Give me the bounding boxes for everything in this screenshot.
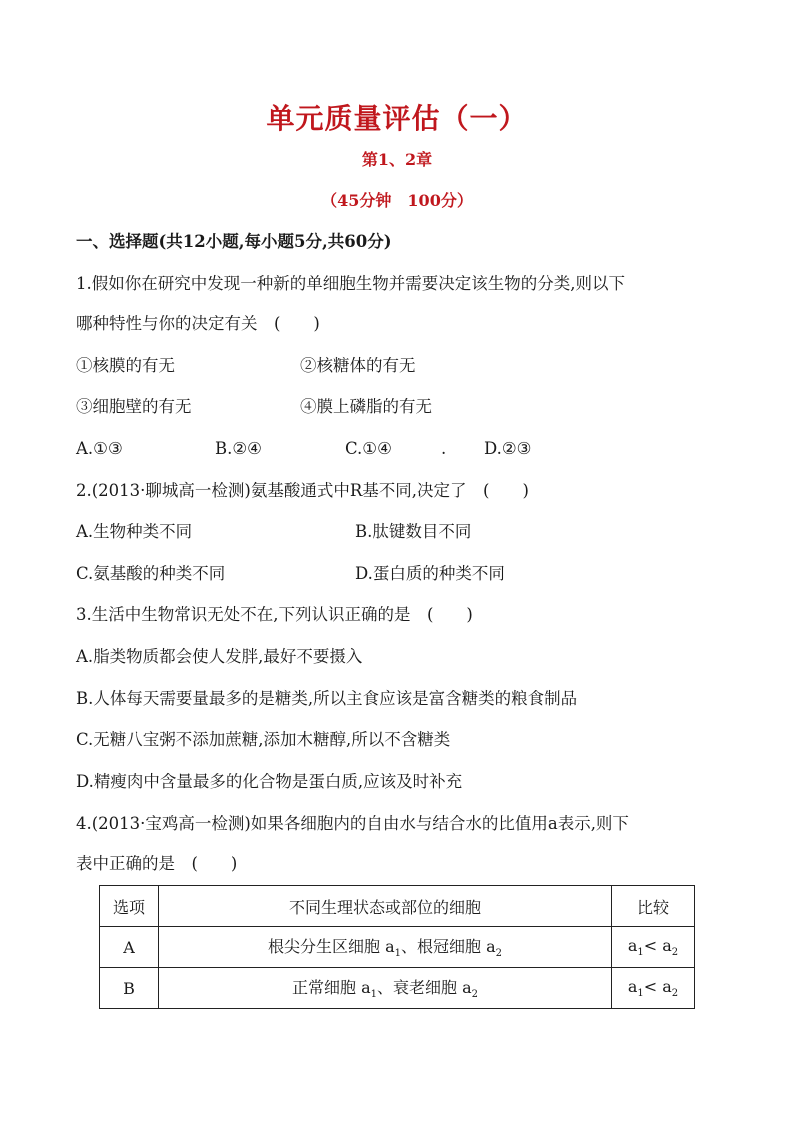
table-row <box>100 927 695 968</box>
table-cell-description: 正常细胞 $a_1$、衰老细胞 $a_2$ <box>159 968 612 1009</box>
q3-option-c: C.无糖八宝粥不添加蔗糖,添加木糖醇,所以不含糖类 <box>76 730 451 749</box>
table-header-cell: 比较 <box>612 886 695 927</box>
q1-stem-line1: 1.假如你在研究中发现一种新的单细胞生物并需要决定该生物的分类,则以下 <box>76 274 625 293</box>
q2-option-a: A.生物种类不同 <box>76 522 193 541</box>
stray-dot: . <box>441 439 447 458</box>
q1-option-b: B.②④ <box>215 439 262 458</box>
comparison-table <box>99 885 695 1009</box>
q1-option-d: D.②③ <box>484 439 532 458</box>
section-heading: 一、选择题(共12小题,每小题5分,共60分) <box>76 232 392 251</box>
table-header-row <box>100 886 695 927</box>
q4-stem-line2: 表中正确的是 ( ) <box>76 854 238 873</box>
q2-option-c: C.氨基酸的种类不同 <box>76 564 226 583</box>
q3-option-a: A.脂类物质都会使人发胖,最好不要摄入 <box>76 647 363 666</box>
chapter-label: 第1、2章 <box>361 150 433 169</box>
q1-statement-3: ③细胞壁的有无 <box>76 397 192 416</box>
q2-option-b: B.肽键数目不同 <box>355 522 472 541</box>
q1-statement-1: ①核膜的有无 <box>76 356 175 375</box>
q1-option-a: A.①③ <box>76 439 123 458</box>
q1-stem-line2: 哪种特性与你的决定有关 ( ) <box>76 314 320 333</box>
q3-stem: 3.生活中生物常识无处不在,下列认识正确的是 ( ) <box>76 605 473 624</box>
q1-option-c: C.①④ <box>345 439 392 458</box>
table-row <box>100 968 695 1009</box>
time-score-label: （45分钟 100分） <box>321 191 473 210</box>
table-cell-option: A <box>100 927 159 968</box>
table-cell-option: B <box>100 968 159 1009</box>
table-header-cell: 不同生理状态或部位的细胞 <box>159 886 612 927</box>
table-cell-comparison: $a_1< a_2$ <box>612 968 695 1009</box>
q1-statement-4: ④膜上磷脂的有无 <box>300 397 432 416</box>
page-title: 单元质量评估（一） <box>266 102 528 135</box>
table-cell-description: 根尖分生区细胞 $a_1$、根冠细胞 $a_2$ <box>159 927 612 968</box>
q3-option-b: B.人体每天需要量最多的是糖类,所以主食应该是富含糖类的粮食制品 <box>76 689 578 708</box>
q2-option-d: D.蛋白质的种类不同 <box>355 564 505 583</box>
table-header-cell: 选项 <box>100 886 159 927</box>
q2-stem: 2.(2013·聊城高一检测)氨基酸通式中R基不同,决定了 ( ) <box>76 481 529 500</box>
q4-stem-line1: 4.(2013·宝鸡高一检测)如果各细胞内的自由水与结合水的比值用a表示,则下 <box>76 814 629 833</box>
q3-option-d: D.精瘦肉中含量最多的化合物是蛋白质,应该及时补充 <box>76 772 463 791</box>
table-cell-comparison: $a_1< a_2$ <box>612 927 695 968</box>
q1-statement-2: ②核糖体的有无 <box>300 356 416 375</box>
